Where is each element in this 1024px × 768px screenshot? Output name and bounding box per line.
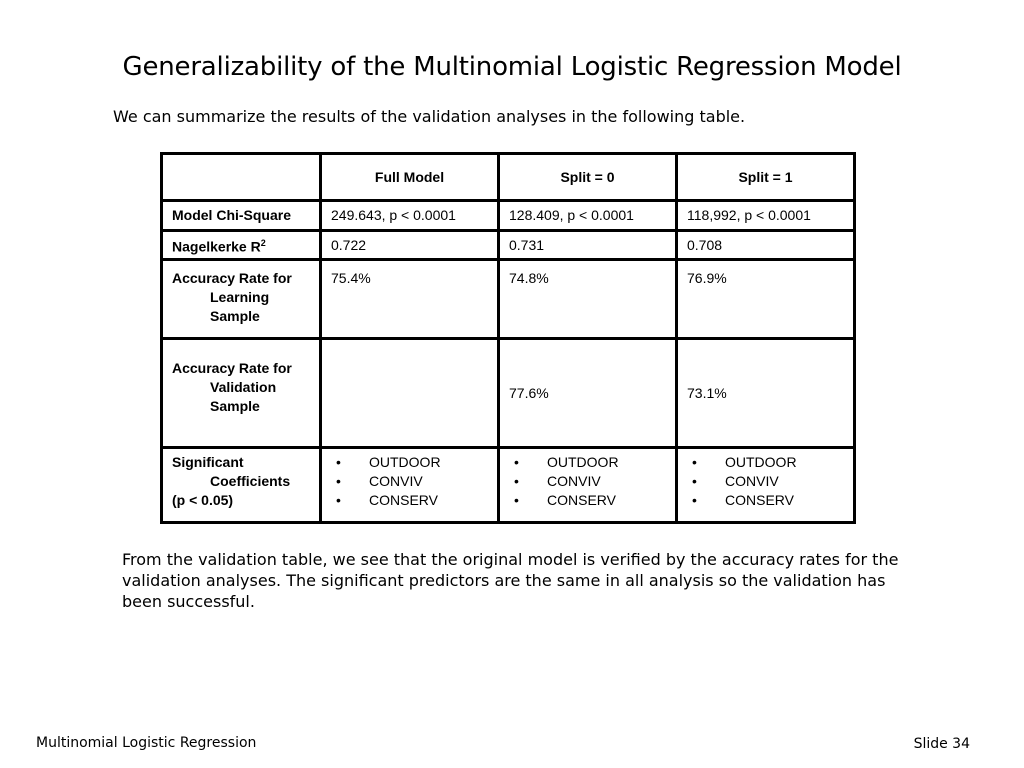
slide-number: Slide 34 bbox=[913, 736, 970, 752]
list-item bbox=[331, 491, 488, 510]
list-item-text: OUTDOOR bbox=[725, 454, 797, 470]
coefficient-list bbox=[509, 453, 666, 510]
list-item bbox=[509, 472, 666, 491]
label-line: Coefficients bbox=[210, 473, 291, 489]
nagelkerke-label: Nagelkerke R bbox=[172, 238, 261, 255]
list-item bbox=[687, 472, 844, 491]
table-header-row bbox=[162, 154, 855, 201]
list-item-text: CONSERV bbox=[547, 492, 616, 508]
superscript-2: 2 bbox=[260, 237, 266, 248]
list-item-text: OUTDOOR bbox=[547, 454, 619, 470]
table-cell: 77.6% bbox=[499, 339, 677, 448]
table-cell: 74.8% bbox=[499, 260, 677, 339]
table-cell bbox=[321, 448, 499, 523]
header-cell-empty bbox=[162, 154, 321, 201]
conclusion-text: From the validation table, we see that the original model is verified by the accuracy rates for the validation analyses. The significant predictors are the same in all analysis so the validation has been successful. bbox=[122, 550, 899, 611]
header-cell-split-0: Split = 0 bbox=[499, 154, 677, 201]
list-item-text: CONSERV bbox=[369, 492, 438, 508]
table-row bbox=[162, 260, 855, 339]
table-row bbox=[162, 339, 855, 448]
coefficient-list bbox=[331, 453, 488, 510]
table-cell: 0.708 bbox=[677, 231, 855, 260]
label-line: Sample bbox=[210, 398, 260, 414]
list-item bbox=[687, 453, 844, 472]
slide-title: Generalizability of the Multinomial Logistic Regression Model bbox=[122, 52, 902, 82]
table-cell bbox=[321, 339, 499, 448]
row-label-accuracy-validation bbox=[162, 339, 321, 448]
bullet-icon: • bbox=[514, 454, 519, 470]
table-cell: 118,992, p < 0.0001 bbox=[677, 201, 855, 231]
label-line: Sample bbox=[210, 308, 260, 324]
footer-title: Multinomial Logistic Regression bbox=[36, 735, 257, 751]
row-label-nagelkerke bbox=[162, 231, 321, 260]
header-cell-full-model: Full Model bbox=[321, 154, 499, 201]
label-line: Significant bbox=[172, 454, 244, 470]
bullet-icon: • bbox=[692, 454, 697, 470]
list-item-text: OUTDOOR bbox=[369, 454, 441, 470]
bullet-icon: • bbox=[514, 473, 519, 489]
row-label-significant-coefficients bbox=[162, 448, 321, 523]
row-label-accuracy-learning bbox=[162, 260, 321, 339]
table-row bbox=[162, 448, 855, 523]
bullet-icon: • bbox=[336, 473, 341, 489]
validation-table bbox=[160, 152, 856, 524]
bullet-icon: • bbox=[336, 454, 341, 470]
table-row bbox=[162, 231, 855, 260]
list-item-text: CONSERV bbox=[725, 492, 794, 508]
table-cell: 73.1% bbox=[677, 339, 855, 448]
bullet-icon: • bbox=[692, 473, 697, 489]
list-item bbox=[331, 453, 488, 472]
list-item-text: CONVIV bbox=[369, 473, 423, 489]
label-line: (p < 0.05) bbox=[172, 492, 234, 508]
table-cell: 0.731 bbox=[499, 231, 677, 260]
label-line: Learning bbox=[210, 289, 270, 305]
header-cell-split-1: Split = 1 bbox=[677, 154, 855, 201]
label-line: Validation bbox=[210, 379, 277, 395]
coefficient-list bbox=[687, 453, 844, 510]
table-cell: 0.722 bbox=[321, 231, 499, 260]
label-line: Accuracy Rate for bbox=[172, 270, 292, 286]
table-cell bbox=[677, 448, 855, 523]
table-cell: 76.9% bbox=[677, 260, 855, 339]
table-cell: 249.643, p < 0.0001 bbox=[321, 201, 499, 231]
label-line: Accuracy Rate for bbox=[172, 360, 292, 376]
table-row bbox=[162, 201, 855, 231]
table-cell: 75.4% bbox=[321, 260, 499, 339]
list-item bbox=[509, 491, 666, 510]
bullet-icon: • bbox=[692, 492, 697, 508]
list-item bbox=[331, 472, 488, 491]
bullet-icon: • bbox=[514, 492, 519, 508]
list-item-text: CONVIV bbox=[725, 473, 779, 489]
table-cell bbox=[499, 448, 677, 523]
list-item-text: CONVIV bbox=[547, 473, 601, 489]
bullet-icon: • bbox=[336, 492, 341, 508]
row-label-model-chi-square: Model Chi-Square bbox=[162, 201, 321, 231]
list-item bbox=[509, 453, 666, 472]
list-item bbox=[687, 491, 844, 510]
table-cell: 128.409, p < 0.0001 bbox=[499, 201, 677, 231]
intro-text: We can summarize the results of the validation analyses in the following table. bbox=[113, 107, 746, 126]
